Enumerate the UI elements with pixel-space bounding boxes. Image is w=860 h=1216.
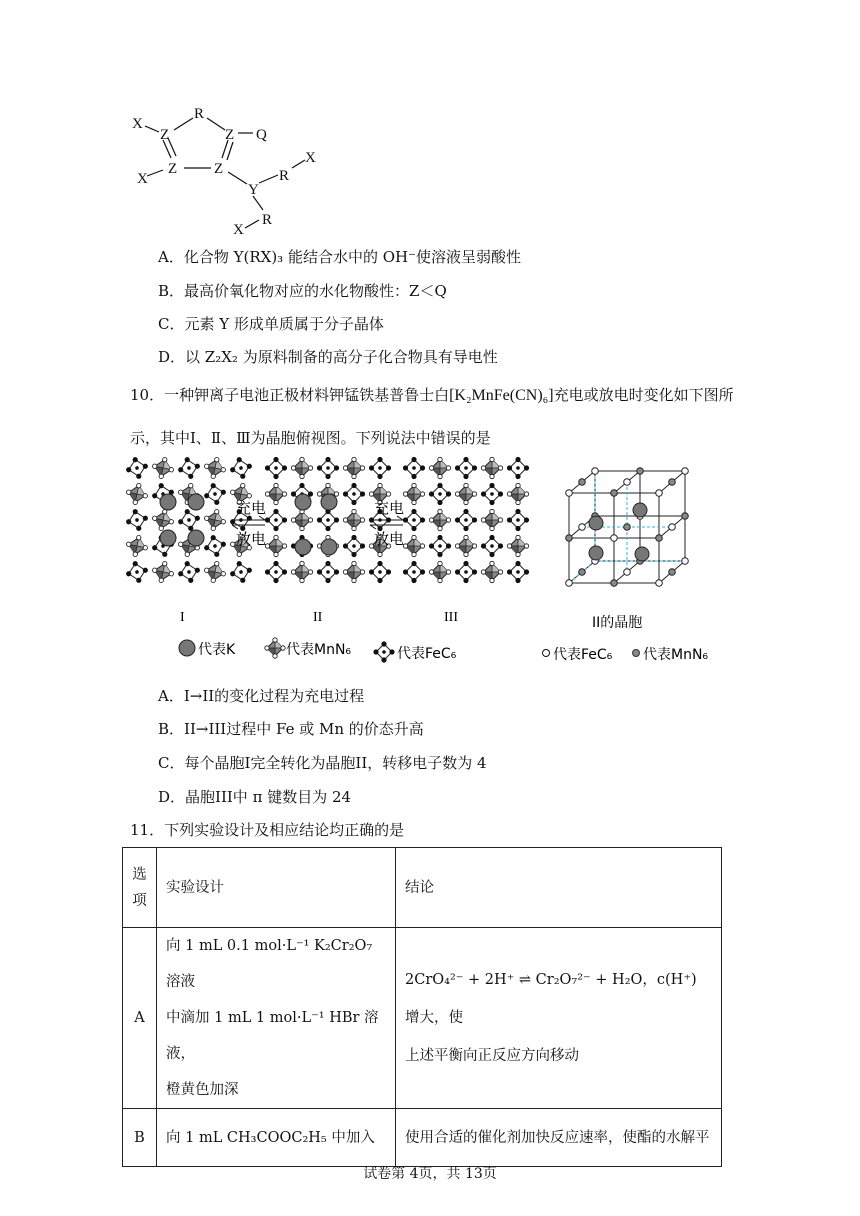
- structure-atom-label: X: [233, 222, 244, 238]
- legend-mnn6-label: 代表MnN₆: [286, 642, 352, 658]
- mnn6-octahedron: [481, 509, 502, 530]
- panel-label-iii: III: [444, 610, 458, 625]
- fec6-octahedron: [455, 561, 476, 582]
- fec6-octahedron: [507, 509, 528, 530]
- fec6-octahedron: [369, 457, 390, 478]
- q10-option-d: D．晶胞III中 π 键数目为 24: [158, 788, 352, 806]
- row-a-design-line: 中滴加 1 mL 1 mol·L⁻¹ HBr 溶液，: [166, 1010, 379, 1062]
- mnn6-octahedron: [403, 483, 424, 504]
- legend-cell-fec6-icon: [543, 650, 550, 657]
- mnn6-octahedron: [455, 483, 476, 504]
- mnn6-octahedron: [403, 535, 424, 556]
- fec6-site: [682, 558, 689, 565]
- page-footer: 试卷第 4页，共 13页: [363, 1166, 497, 1182]
- row-a-option: A: [123, 928, 157, 1109]
- fec6-octahedron: [343, 483, 364, 504]
- unit-cell-ii-3d: [566, 468, 689, 587]
- mnn6-octahedron: [455, 535, 476, 556]
- mnn6-octahedron: [150, 507, 175, 532]
- q10-stem-line1: [130, 385, 734, 406]
- mnn6-site: [669, 569, 676, 576]
- q10-stem-line2: 示，其中Ⅰ、Ⅱ、Ⅲ为晶胞俯视图。下列说法中错误的是: [130, 429, 491, 447]
- fec6-octahedron: [403, 561, 424, 582]
- structure-atom-label: Z: [160, 127, 170, 143]
- q9-option-c: C．元素 Y 形成单质属于分子晶体: [158, 315, 384, 333]
- mnn6-site: [656, 535, 663, 542]
- mnn6-octahedron: [507, 535, 528, 556]
- table-row: [123, 1109, 722, 1167]
- fec6-octahedron: [228, 455, 253, 480]
- row-b-option: B: [123, 1109, 157, 1167]
- mnn6-octahedron: [343, 509, 364, 530]
- fec6-octahedron: [176, 559, 201, 584]
- arrow-label-charge-2: 充电: [374, 499, 405, 517]
- structure-atom-label: Q: [256, 127, 267, 143]
- mnn6-site: [611, 580, 618, 587]
- fec6-site: [566, 580, 573, 587]
- fec6-octahedron: [455, 509, 476, 530]
- legend-mnn6-octahedron: [265, 638, 285, 658]
- fec6-octahedron: [369, 561, 390, 582]
- mnn6-site: [637, 468, 644, 475]
- panel-label-ii: II: [313, 610, 323, 625]
- legend-mnn6: [265, 638, 352, 658]
- panel-label-cell: II的晶胞: [592, 615, 643, 631]
- structure-atom-label: X: [132, 116, 143, 132]
- q11-stem: 11．下列实验设计及相应结论均正确的是: [130, 821, 405, 839]
- fec6-octahedron: [429, 535, 450, 556]
- k-ion: [295, 539, 311, 555]
- legend-k: [179, 640, 236, 658]
- mnn6-site: [669, 479, 676, 486]
- fec6-octahedron: [455, 457, 476, 478]
- mnn6-site: [579, 479, 586, 486]
- table-row: [123, 928, 722, 1109]
- fec6-octahedron: [507, 561, 528, 582]
- mnn6-octahedron: [291, 561, 312, 582]
- structure-atom-label: R: [262, 212, 273, 228]
- k-ion: [633, 503, 647, 517]
- structure-atom-label: X: [137, 171, 148, 187]
- q9-option-d: D．以 Z₂X₂ 为原料制备的高分子化合物具有导电性: [158, 348, 498, 366]
- structure-atom-label: Z: [214, 161, 224, 177]
- row-a-conclusion: [396, 928, 722, 1109]
- mnn6-octahedron: [202, 559, 227, 584]
- structure-atom-label: Z: [225, 127, 235, 143]
- mnn6-octahedron: [150, 455, 175, 480]
- k-ion: [635, 547, 649, 561]
- q10-option-b: B．II→III过程中 Fe 或 Mn 的价态升高: [158, 720, 424, 738]
- k-ion: [160, 530, 176, 546]
- row-a-design-line: 向 1 mL 0.1 mol·L⁻¹ K₂Cr₂O₇ 溶液: [166, 938, 373, 990]
- fec6-octahedron: [265, 561, 286, 582]
- mnn6-octahedron: [202, 507, 227, 532]
- mnn6-octahedron: [429, 457, 450, 478]
- k-ion: [321, 539, 337, 555]
- mnn6-octahedron: [291, 509, 312, 530]
- mnn6-octahedron: [481, 457, 502, 478]
- q9-structure-diagram: [125, 100, 325, 240]
- mnn6-octahedron: [507, 483, 528, 504]
- legend-fec6-octahedron: [374, 642, 394, 662]
- panel-label-i: I: [180, 610, 185, 625]
- k-ion: [589, 516, 603, 530]
- fec6-octahedron: [317, 561, 338, 582]
- mnn6-site: [566, 535, 573, 542]
- fec6-octahedron: [317, 457, 338, 478]
- row-a-conclusion-line: 2CrO₄²⁻ + 2H⁺ ⇌ Cr₂O₇²⁻ + H₂O，c(H⁺) 增大，使: [405, 972, 697, 1026]
- arrow-label-discharge-2: 放电: [374, 530, 405, 548]
- header-option-text: 选项: [132, 866, 147, 909]
- mnn6-octahedron: [150, 559, 175, 584]
- fec6-site: [656, 580, 663, 587]
- mnn6-octahedron: [125, 533, 150, 558]
- fec6-octahedron: [202, 481, 227, 506]
- k-ion: [321, 494, 337, 510]
- legend-cell-fec6: [543, 646, 613, 663]
- mnn6-octahedron: [429, 561, 450, 582]
- fec6-octahedron: [265, 457, 286, 478]
- fec6-site: [669, 524, 676, 531]
- mnn6-site: [611, 490, 618, 497]
- q9-option-a: A．化合物 Y(RX)₃ 能结合水中的 OH⁻使溶液呈弱酸性: [158, 248, 522, 266]
- fec6-site: [624, 479, 631, 486]
- q10-stem-post: 充电或放电时变化如下图所: [553, 386, 734, 404]
- k-ion: [295, 494, 311, 510]
- k-ion: [589, 546, 603, 560]
- mnn6-octahedron: [343, 457, 364, 478]
- legend-cell-mnn6-icon: [633, 650, 640, 657]
- mnn6-octahedron: [125, 481, 150, 506]
- fec6-site: [592, 468, 599, 475]
- fec6-octahedron: [429, 483, 450, 504]
- structure-atom-label: R: [279, 168, 290, 184]
- mnn6-site: [682, 513, 689, 520]
- q10-stem-formula: [K₂MnFe(CN)₆]: [449, 387, 554, 404]
- mnn6-octahedron: [429, 509, 450, 530]
- fec6-octahedron: [125, 559, 150, 584]
- q9-option-b: B．最高价氧化物对应的水化物酸性：Z＜Q: [158, 282, 447, 300]
- table-header-row: [123, 848, 722, 928]
- fec6-site: [611, 535, 618, 542]
- fec6-site: [566, 490, 573, 497]
- row-a-design-line: 橙黄色加深: [166, 1082, 239, 1098]
- crystal-panel-iii: [403, 457, 528, 582]
- q10-stem-pre: 10．一种钾离子电池正极材料钾锰铁基普鲁士白: [130, 386, 450, 404]
- k-ion: [188, 530, 204, 546]
- legend-cell-fec6-label: 代表FeC₆: [553, 647, 613, 663]
- legend-fec6: [374, 642, 457, 662]
- mnn6-site: [624, 524, 631, 531]
- structure-atom-label: Z: [168, 161, 178, 177]
- mnn6-octahedron: [343, 561, 364, 582]
- fec6-site: [656, 490, 663, 497]
- arrow-label-charge: 充电: [236, 499, 267, 517]
- fec6-octahedron: [481, 535, 502, 556]
- legend-k-icon: [179, 640, 195, 656]
- mnn6-octahedron: [291, 457, 312, 478]
- row-a-conclusion-line: 上述平衡向正反应方向移动: [405, 1048, 579, 1064]
- q10-option-c: C．每个晶胞I完全转化为晶胞II，转移电子数为 4: [158, 754, 487, 772]
- fec6-site: [682, 468, 689, 475]
- header-conclusion: 结论: [396, 848, 722, 928]
- fec6-octahedron: [265, 509, 286, 530]
- legend-k-label: 代表K: [198, 642, 236, 658]
- k-ion: [188, 494, 204, 510]
- arrow-label-discharge: 放电: [236, 530, 267, 548]
- fec6-site: [579, 524, 586, 531]
- legend-fec6-label: 代表FeC₆: [397, 646, 457, 662]
- fec6-octahedron: [343, 535, 364, 556]
- legend-cell-mnn6: [633, 646, 709, 663]
- row-a-design: [157, 928, 396, 1109]
- structure-atom-label: R: [194, 106, 205, 122]
- mnn6-octahedron: [481, 561, 502, 582]
- fec6-octahedron: [125, 507, 150, 532]
- structure-atom-label: Y: [248, 182, 259, 198]
- q10-option-a: A．I→II的变化过程为充电过程: [158, 687, 365, 705]
- legend-cell-mnn6-label: 代表MnN₆: [643, 647, 709, 663]
- legend-fec6-icon: [374, 642, 394, 662]
- legend-mnn6-icon: [265, 638, 285, 658]
- fec6-octahedron: [202, 533, 227, 558]
- row-b-design: 向 1 mL CH₃COOC₂H₅ 中加入: [157, 1109, 396, 1167]
- fec6-octahedron: [176, 455, 201, 480]
- row-b-conclusion: 使用合适的催化剂加快反应速率，使酯的水解平: [396, 1109, 722, 1167]
- fec6-octahedron: [125, 455, 150, 480]
- fec6-site: [624, 569, 631, 576]
- header-design: 实验设计: [157, 848, 396, 928]
- mnn6-octahedron: [265, 483, 286, 504]
- fec6-octahedron: [481, 483, 502, 504]
- mnn6-octahedron: [265, 535, 286, 556]
- fec6-octahedron: [403, 457, 424, 478]
- q11-table: [122, 847, 722, 1167]
- fec6-octahedron: [317, 509, 338, 530]
- fec6-octahedron: [228, 559, 253, 584]
- mnn6-octahedron: [202, 455, 227, 480]
- structure-atom-label: X: [305, 150, 316, 166]
- fec6-octahedron: [403, 509, 424, 530]
- fec6-octahedron: [176, 507, 201, 532]
- k-ion: [160, 494, 176, 510]
- header-option: [123, 848, 157, 928]
- q10-crystal-figure: [125, 455, 735, 670]
- fec6-octahedron: [507, 457, 528, 478]
- mnn6-site: [579, 569, 586, 576]
